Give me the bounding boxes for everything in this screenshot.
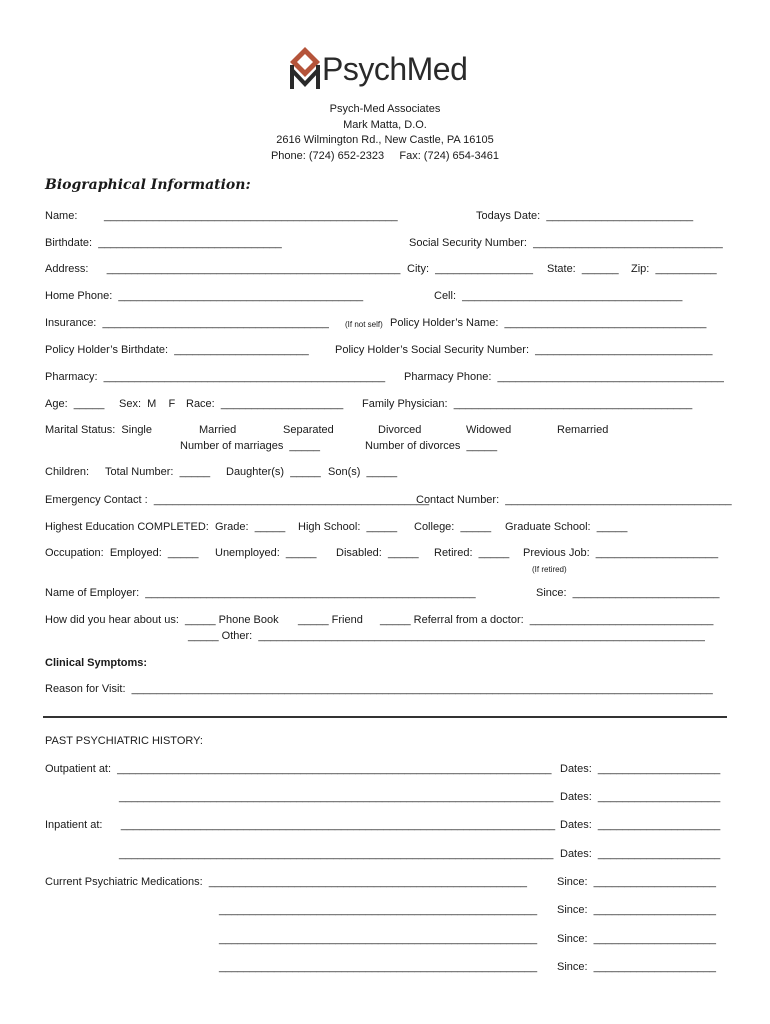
name-label: Name:: [45, 210, 78, 222]
name-field[interactable]: ________________________________________________: [104, 210, 398, 222]
high-school-field[interactable]: High School: _____: [298, 521, 398, 533]
outpatient-field[interactable]: Outpatient at: _______________________________________________________________________: [45, 763, 552, 775]
other-referral-field[interactable]: _____ Other: _________________________________________________________________________: [188, 630, 705, 642]
emergency-contact-field[interactable]: Emergency Contact : _____________________________________________: [45, 494, 430, 506]
number-of-marriages-field[interactable]: Number of marriages _____: [180, 440, 321, 452]
medication-line-2[interactable]: ____________________________________________________: [219, 904, 538, 916]
sons-field[interactable]: Son(s) _____: [328, 466, 398, 478]
pharmacy-field[interactable]: Pharmacy: ______________________________________________: [45, 371, 386, 383]
previous-job-field[interactable]: Previous Job: ____________________: [523, 547, 719, 559]
age-field[interactable]: Age: _____: [45, 398, 105, 410]
contact-number-field[interactable]: Contact Number: _____________________________________: [416, 494, 732, 506]
occupation-employed-field[interactable]: Occupation: Employed: _____: [45, 547, 199, 559]
inpatient-dates-1[interactable]: Dates: ____________________: [560, 819, 721, 831]
separated-option: Separated: [283, 424, 334, 436]
reason-for-visit-field[interactable]: Reason for Visit: _______________________________________________________________________________________________: [45, 683, 713, 695]
policy-holder-ssn-field[interactable]: Policy Holder’s Social Security Number: _____________________________: [335, 344, 713, 356]
children-label: Children:: [45, 466, 90, 478]
address-field[interactable]: Address: ________________________________________________: [45, 263, 401, 275]
inpatient-line-2[interactable]: _______________________________________________________________________: [119, 848, 554, 860]
divorced-option: Divorced: [378, 424, 422, 436]
marital-status-label: Marital Status: Single: [45, 424, 152, 436]
birthdate-field[interactable]: Birthdate: ______________________________: [45, 237, 282, 249]
current-medications-field[interactable]: Current Psychiatric Medications: ____________________________________________________: [45, 876, 527, 888]
medication-since-4[interactable]: Since: ____________________: [557, 961, 717, 973]
inpatient-dates-2[interactable]: Dates: ____________________: [560, 848, 721, 860]
practice-address: 2616 Wilmington Rd., New Castle, PA 16105: [276, 134, 494, 146]
policy-holder-birthdate-field[interactable]: Policy Holder’s Birthdate: ______________________: [45, 344, 309, 356]
city-field[interactable]: City: ________________: [407, 263, 533, 275]
ssn-field[interactable]: Social Security Number: _______________________________: [409, 237, 723, 249]
todays-date-field[interactable]: Todays Date: ________________________: [476, 210, 694, 222]
home-phone-field[interactable]: Home Phone: ________________________________________: [45, 290, 364, 302]
zip-field[interactable]: Zip: __________: [631, 263, 717, 275]
section-divider: [43, 716, 727, 718]
outpatient-dates-2[interactable]: Dates: ____________________: [560, 791, 721, 803]
if-retired-note: (If retired): [532, 565, 567, 574]
employer-since-field[interactable]: Since: ________________________: [536, 587, 720, 599]
highest-education-field[interactable]: Highest Education COMPLETED: Grade: _____: [45, 521, 286, 533]
practice-name: Psych-Med Associates: [329, 103, 441, 115]
retired-field[interactable]: Retired: _____: [434, 547, 510, 559]
practice-header: [0, 102, 770, 164]
sex-field: Sex: M F: [119, 398, 176, 410]
cell-field[interactable]: Cell: ____________________________________: [434, 290, 683, 302]
if-not-self-note: (If not self): [345, 320, 383, 329]
logo-emblem-icon: [288, 45, 322, 95]
doctor-referral-option[interactable]: _____ Referral from a doctor: ______________________________: [380, 614, 714, 626]
outpatient-dates-1[interactable]: Dates: ____________________: [560, 763, 721, 775]
race-field[interactable]: Race: ____________________: [186, 398, 344, 410]
medication-since-2[interactable]: Since: ____________________: [557, 904, 717, 916]
medication-line-3[interactable]: ____________________________________________________: [219, 933, 538, 945]
outpatient-line-2[interactable]: _______________________________________________________________________: [119, 791, 554, 803]
widowed-option: Widowed: [466, 424, 512, 436]
family-physician-field[interactable]: Family Physician: _______________________________________: [362, 398, 693, 410]
insurance-field[interactable]: Insurance: _____________________________________: [45, 317, 329, 329]
practice-phone-fax: Phone: (724) 652-2323 Fax: (724) 654-3461: [270, 149, 500, 162]
disabled-field[interactable]: Disabled: _____: [336, 547, 419, 559]
doctor-name: Mark Matta, D.O.: [343, 118, 427, 131]
friend-option[interactable]: _____ Friend: [298, 614, 363, 626]
total-number-field[interactable]: Total Number: _____: [105, 466, 211, 478]
employer-name-field[interactable]: Name of Employer: ______________________________________________________: [45, 587, 476, 599]
clinical-symptoms-label: Clinical Symptoms:: [45, 657, 148, 669]
medication-line-4[interactable]: ____________________________________________________: [219, 961, 538, 973]
logo-text: PsychMed: [322, 51, 468, 87]
graduate-school-field[interactable]: Graduate School: _____: [505, 521, 628, 533]
section-title: Biographical Information:: [45, 177, 251, 193]
psychmed-logo: [288, 45, 488, 95]
medication-since-3[interactable]: Since: ____________________: [557, 933, 717, 945]
married-option: Married: [199, 424, 237, 436]
medication-since-1[interactable]: Since: ____________________: [557, 876, 717, 888]
past-psychiatric-history-label: PAST PSYCHIATRIC HISTORY:: [45, 735, 203, 747]
daughters-field[interactable]: Daughter(s) _____: [226, 466, 321, 478]
remarried-option: Remarried: [557, 424, 609, 436]
state-field[interactable]: State: ______: [547, 263, 619, 275]
inpatient-field[interactable]: Inpatient at: _______________________________________________________________________: [45, 819, 556, 831]
college-field[interactable]: College: _____: [414, 521, 492, 533]
unemployed-field[interactable]: Unemployed: _____: [215, 547, 317, 559]
policy-holder-name-field[interactable]: Policy Holder’s Name: _________________________________: [390, 317, 707, 329]
referral-source-field[interactable]: How did you hear about us: _____ Phone Book: [45, 614, 279, 626]
pharmacy-phone-field[interactable]: Pharmacy Phone: _____________________________________: [404, 371, 724, 383]
number-of-divorces-field[interactable]: Number of divorces _____: [365, 440, 498, 452]
